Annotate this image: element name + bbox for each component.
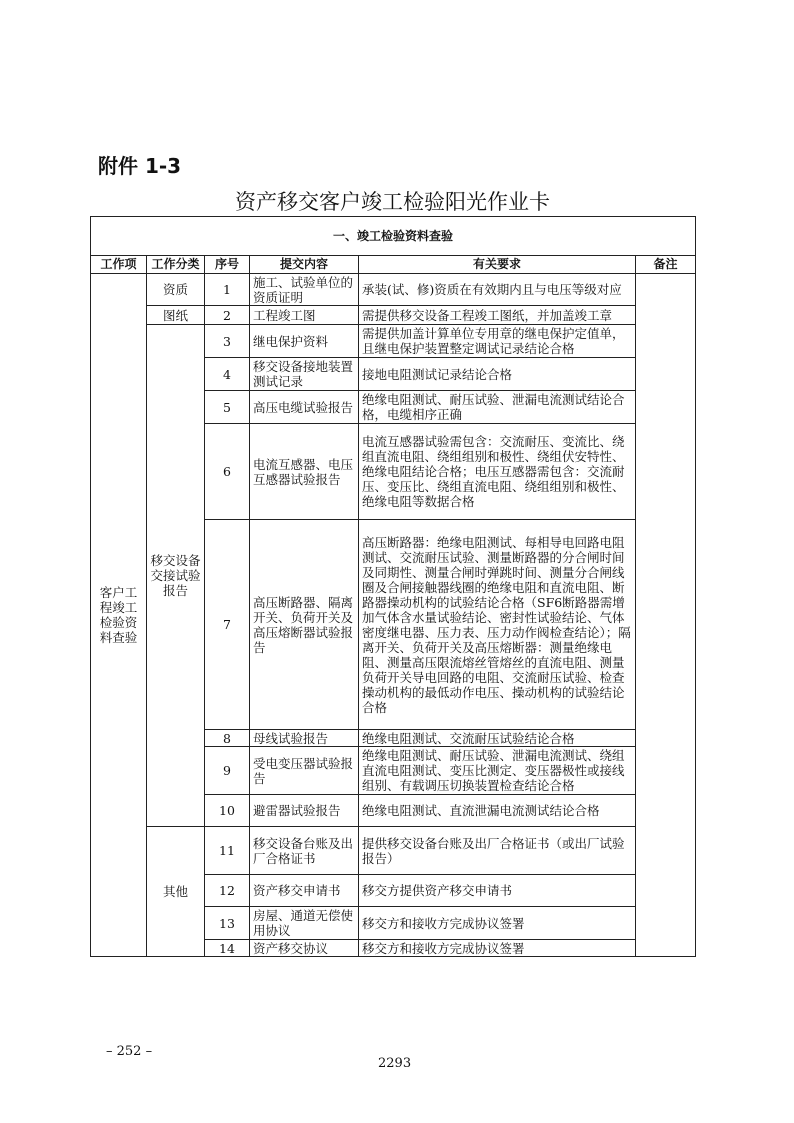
number-cell: 9 <box>205 747 250 795</box>
header-category: 工作分类 <box>147 256 205 274</box>
category-cell: 资质 <box>147 274 205 306</box>
content-cell: 高压断路器、隔离开关、负荷开关及高压熔断器试验报告 <box>250 520 359 730</box>
requirement-cell: 移交方和接收方完成协议签署 <box>359 907 636 940</box>
number-cell: 14 <box>205 940 250 957</box>
requirement-cell: 承装(试、修)资质在有效期内且与电压等级对应 <box>359 274 636 306</box>
number-cell: 6 <box>205 424 250 520</box>
remark-cell <box>636 274 696 957</box>
table-row <box>91 274 696 306</box>
content-cell: 资产移交协议 <box>250 940 359 957</box>
document-title: 资产移交客户竣工检验阳光作业卡 <box>235 190 550 214</box>
table-row <box>91 325 696 358</box>
requirement-cell: 高压断路器：绝缘电阻测试、每相导电回路电阻测试、交流耐压试验、测量断路器的分合闸时间及同期性、测量合闸时弹跳时间、测量分合闸线圈及合闸接触器线圈的绝缘电阻和直流电阻、断路器操动机构的试验结论合格（SF6断路器需增加气体含水量试验结论、密封性试验结论、气体密度继电器、压力表、压力动作阀检查结论）；隔离开关、负荷开关及高压熔断器：测量绝缘电阻、测量高压限流熔丝管熔丝的直流电阻、测量负荷开关导电回路的电阻、交流耐压试验、检查操动机构的最低动作电压、操动机构的试验结论合格 <box>359 520 636 730</box>
number-cell: 7 <box>205 520 250 730</box>
header-row <box>91 256 696 274</box>
content-cell: 受电变压器试验报告 <box>250 747 359 795</box>
header-requirement: 有关要求 <box>359 256 636 274</box>
number-cell: 5 <box>205 391 250 424</box>
requirement-cell: 提供移交设备台账及出厂合格证书（或出厂试验报告） <box>359 827 636 875</box>
number-cell: 2 <box>205 306 250 325</box>
requirement-cell: 移交方提供资产移交申请书 <box>359 875 636 907</box>
requirement-cell: 接地电阻测试记录结论合格 <box>359 358 636 391</box>
number-cell: 1 <box>205 274 250 306</box>
content-cell: 避雷器试验报告 <box>250 795 359 827</box>
content-cell: 移交设备接地装置测试记录 <box>250 358 359 391</box>
requirement-cell: 绝缘电阻测试、耐压试验、泄漏电流测试结论合格，电缆相序正确 <box>359 391 636 424</box>
number-cell: 3 <box>205 325 250 358</box>
number-cell: 8 <box>205 730 250 747</box>
requirement-cell: 绝缘电阻测试、耐压试验、泄漏电流测试、绕组直流电阻测试、变压比测定、变压器极性或接线组别、有载调压切换装置检查结论合格 <box>359 747 636 795</box>
number-cell: 4 <box>205 358 250 391</box>
category-cell: 图纸 <box>147 306 205 325</box>
content-cell: 高压电缆试验报告 <box>250 391 359 424</box>
number-cell: 11 <box>205 827 250 875</box>
inspection-table <box>90 216 696 957</box>
requirement-cell: 绝缘电阻测试、直流泄漏电流测试结论合格 <box>359 795 636 827</box>
requirement-cell: 需提供移交设备工程竣工图纸，并加盖竣工章 <box>359 306 636 325</box>
header-work-item: 工作项 <box>91 256 147 274</box>
category-cell: 移交设备交接试验报告 <box>147 325 205 827</box>
header-number: 序号 <box>205 256 250 274</box>
requirement-cell: 需提供加盖计算单位专用章的继电保护定值单，且继电保护装置整定调试记录结论合格 <box>359 325 636 358</box>
number-cell: 12 <box>205 875 250 907</box>
content-cell: 继电保护资料 <box>250 325 359 358</box>
table-row <box>91 827 696 875</box>
table-row <box>91 306 696 325</box>
content-cell: 母线试验报告 <box>250 730 359 747</box>
content-cell: 施工、试验单位的资质证明 <box>250 274 359 306</box>
header-remark: 备注 <box>636 256 696 274</box>
content-cell: 房屋、通道无偿使用协议 <box>250 907 359 940</box>
content-cell: 资产移交申请书 <box>250 875 359 907</box>
footer-code: 2293 <box>378 1056 412 1071</box>
header-content: 提交内容 <box>250 256 359 274</box>
page-number: – 252 – <box>106 1044 153 1059</box>
requirement-cell: 电流互感器试验需包含：交流耐压、变流比、绕组直流电阻、绕组组别和极性、绕组伏安特性、绝缘电阻结论合格；电压互感器需包含：交流耐压、变压比、绕组直流电阻、绕组组别和极性、绝缘电阻等数据合格 <box>359 424 636 520</box>
section-title: 一、竣工检验资料查验 <box>91 217 696 256</box>
content-cell: 工程竣工图 <box>250 306 359 325</box>
number-cell: 13 <box>205 907 250 940</box>
category-cell: 其他 <box>147 827 205 957</box>
work-item-cell: 客户工程竣工检验资料查验 <box>91 274 147 957</box>
requirement-cell: 移交方和接收方完成协议签署 <box>359 940 636 957</box>
content-cell: 电流互感器、电压互感器试验报告 <box>250 424 359 520</box>
requirement-cell: 绝缘电阻测试、交流耐压试验结论合格 <box>359 730 636 747</box>
section-row <box>91 217 696 256</box>
annex-label: 附件 1-3 <box>98 154 182 178</box>
number-cell: 10 <box>205 795 250 827</box>
content-cell: 移交设备台账及出厂合格证书 <box>250 827 359 875</box>
